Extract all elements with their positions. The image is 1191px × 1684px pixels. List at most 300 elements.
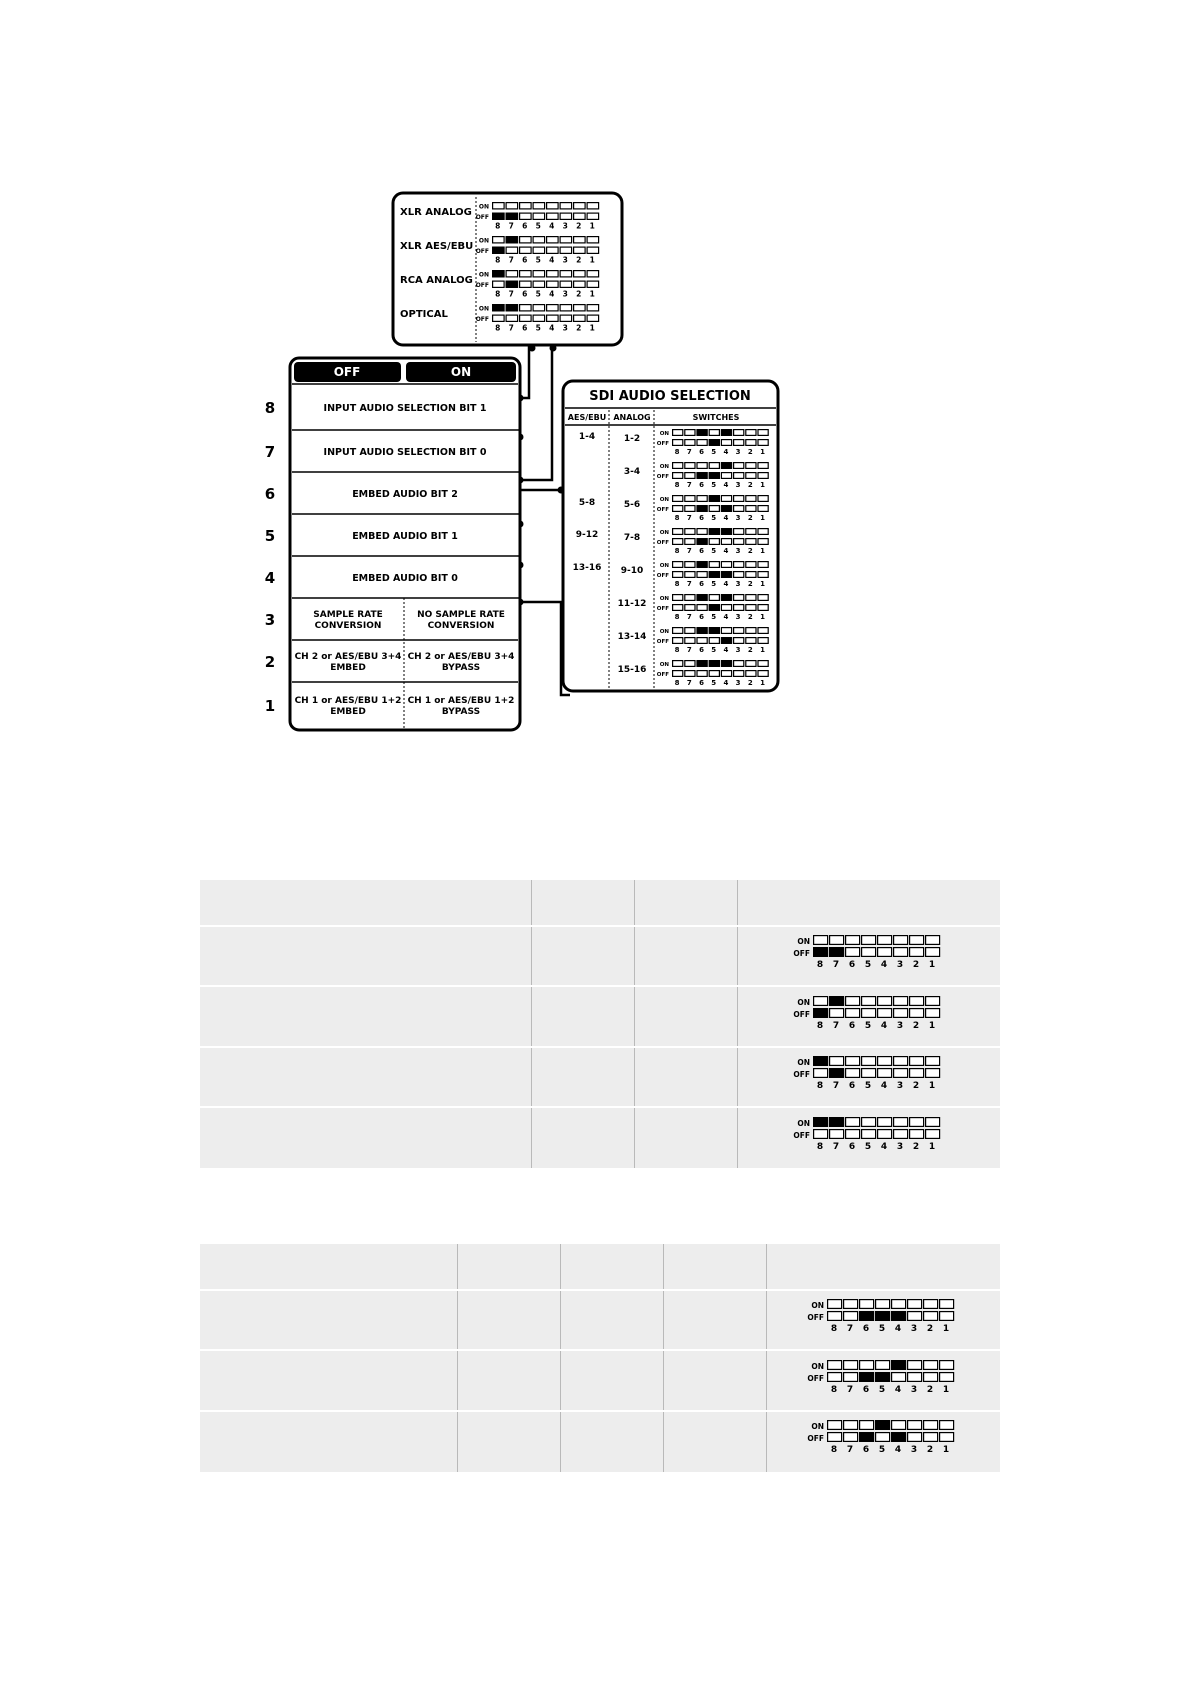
switch-number: 3 (562, 323, 568, 333)
analog-channel-label: 5-6 (623, 500, 641, 510)
off-label: OFF (656, 573, 669, 579)
switch-number: 2 (912, 960, 920, 970)
switch-4-on-cell (721, 562, 731, 568)
switch-5-off-cell (709, 473, 719, 479)
sdi-audio-selection-box (563, 381, 778, 691)
switch-1-on-cell (926, 1117, 940, 1126)
switch-2-on-cell (746, 628, 756, 634)
switch-7-on-cell (844, 1360, 858, 1369)
switch-2-off-cell (746, 539, 756, 545)
switch-number: 8 (495, 323, 501, 333)
switch-number: 4 (549, 323, 555, 333)
switch-number: 8 (674, 514, 680, 522)
switch-2-on-cell (574, 271, 586, 277)
switch-2-off-cell (910, 1129, 924, 1138)
switch-1-off-cell (926, 1129, 940, 1138)
switch-3-on-cell (908, 1421, 922, 1430)
dip-switch (807, 1360, 953, 1394)
switch-number: 3 (735, 514, 741, 522)
switch-2-off-cell (746, 440, 756, 446)
switch-number: 6 (862, 1384, 870, 1395)
header-aes-ebu: AES/EBU (567, 413, 607, 422)
header-analog: ANALOG (613, 413, 651, 422)
switch-2-off-cell (910, 1069, 924, 1078)
switch-number: 1 (589, 289, 595, 299)
switch-6-off-cell (697, 572, 707, 578)
switch-8-off-cell (828, 1312, 842, 1321)
dip-switch (793, 996, 939, 1030)
switch-6-off-cell (846, 1008, 860, 1017)
switch-number-label: 2 (264, 653, 276, 671)
on-option-label: CH 2 or AES/EBU 3+4 BYPASS (407, 652, 515, 673)
switch-8-on-cell (673, 529, 683, 535)
switch-7-on-cell (685, 595, 695, 601)
dip-switch-graphic (789, 1358, 959, 1400)
switch-8-on-cell (814, 1057, 828, 1066)
switch-4-on-cell (721, 661, 731, 667)
switch-number: 1 (589, 323, 595, 333)
switch-number: 4 (723, 448, 729, 456)
switch-number: 5 (864, 1020, 872, 1031)
switch-1-on-cell (758, 529, 768, 535)
switch-8-off-cell (673, 605, 683, 611)
switch-6-off-cell (697, 473, 707, 479)
switch-4-on-cell (892, 1360, 906, 1369)
on-label: ON (659, 662, 669, 668)
switch-6-off-cell (697, 605, 707, 611)
on-label: ON (797, 937, 810, 946)
switch-number-label: 3 (264, 611, 276, 629)
switch-5-off-cell (862, 1069, 876, 1078)
sdi-title: SDI AUDIO SELECTION (589, 389, 751, 404)
on-option-label: CH 1 or AES/EBU 1+2 BYPASS (407, 696, 515, 717)
off-label: OFF (656, 441, 669, 447)
switch-number: 6 (848, 1081, 856, 1091)
switch-number: 3 (910, 1384, 918, 1395)
switch-number: 5 (864, 1141, 872, 1152)
switch-number: 7 (846, 1324, 854, 1334)
switch-5-off-cell (876, 1433, 890, 1442)
switch-2-on-cell (746, 430, 756, 436)
switch-number: 8 (674, 613, 680, 621)
switch-1-off-cell (940, 1312, 954, 1321)
switch-number: 6 (699, 580, 704, 588)
switch-5-on-cell (876, 1300, 890, 1309)
switch-number: 1 (942, 1445, 950, 1455)
switch-2-off-cell (910, 1008, 924, 1017)
switch-2-off-cell (924, 1433, 938, 1442)
switch-number: 2 (747, 481, 753, 489)
switch-8-off-cell (814, 1069, 828, 1078)
switch-number: 1 (760, 580, 765, 588)
switch-3-off-cell (908, 1312, 922, 1321)
switch-2-on-cell (924, 1300, 938, 1309)
switch-number: 1 (942, 1324, 950, 1334)
switch-6-on-cell (520, 237, 532, 243)
switch-6-on-cell (846, 1057, 860, 1066)
switch-6-on-cell (697, 595, 707, 601)
table-sdi-audio (200, 1244, 1000, 1472)
header-switches: SWITCHES (692, 413, 740, 422)
off-label: OFF (656, 606, 669, 612)
switch-1-off-cell (587, 247, 599, 253)
switch-2-off-cell (574, 213, 586, 219)
switch-number: 3 (735, 580, 741, 588)
switch-7-off-cell (844, 1312, 858, 1321)
switch-number: 8 (816, 1141, 824, 1152)
switch-4-on-cell (721, 628, 731, 634)
switch-8-on-cell (814, 996, 828, 1005)
switch-number: 6 (862, 1445, 870, 1455)
switch-4-off-cell (878, 1069, 892, 1078)
switch-number: 5 (535, 255, 541, 265)
switch-8-off-cell (814, 1008, 828, 1017)
switch-number: 1 (928, 1020, 936, 1031)
switch-7-on-cell (685, 529, 695, 535)
switch-7-off-cell (844, 1433, 858, 1442)
switch-number: 7 (832, 1141, 840, 1152)
switch-number: 5 (711, 514, 717, 522)
switch-4-off-cell (547, 213, 559, 219)
switch-number: 3 (562, 221, 568, 231)
switch-7-on-cell (685, 496, 695, 502)
analog-channel-label: 1-2 (623, 434, 641, 444)
on-label: ON (811, 1361, 824, 1371)
off-label: OFF (793, 1009, 810, 1019)
switch-3-off-cell (894, 1008, 908, 1017)
switch-8-on-cell (673, 562, 683, 568)
off-label: OFF (807, 1373, 824, 1383)
switch-7-off-cell (506, 281, 517, 287)
input-source-label: OPTICAL (400, 309, 448, 320)
switch-3-on-cell (560, 237, 572, 243)
switch-1-off-cell (926, 948, 940, 957)
switch-5-on-cell (709, 430, 719, 436)
switch-function-label: INPUT AUDIO SELECTION BIT 0 (323, 447, 487, 458)
switch-4-on-cell (721, 463, 731, 469)
switch-6-on-cell (860, 1360, 874, 1369)
switch-2-on-cell (574, 203, 586, 209)
switch-number: 5 (535, 289, 541, 299)
switch-2-off-cell (746, 605, 756, 611)
switch-4-on-cell (878, 936, 892, 945)
switch-number: 4 (723, 613, 729, 621)
switch-function-label: EMBED AUDIO BIT 1 (352, 531, 458, 542)
switch-number: 7 (686, 514, 692, 522)
switch-number: 7 (686, 481, 692, 489)
switch-1-off-cell (587, 281, 599, 287)
switch-2-off-cell (574, 281, 586, 287)
switch-5-on-cell (709, 628, 719, 634)
switch-number: 8 (674, 448, 680, 456)
switch-number: 3 (910, 1324, 918, 1334)
off-label: OFF (656, 639, 669, 645)
switch-number: 8 (830, 1384, 838, 1395)
switch-5-off-cell (709, 605, 719, 611)
switch-3-on-cell (560, 305, 572, 311)
switch-6-on-cell (860, 1421, 874, 1430)
switch-5-on-cell (533, 305, 545, 311)
switch-8-on-cell (673, 430, 683, 436)
switch-1-on-cell (587, 203, 599, 209)
switch-number: 7 (832, 1081, 840, 1091)
switch-5-off-cell (709, 638, 719, 644)
switch-1-off-cell (758, 539, 768, 545)
dip-switch-graphic (775, 933, 945, 975)
switch-number: 4 (880, 960, 888, 970)
switch-2-off-cell (746, 572, 756, 578)
switch-number: 8 (816, 1081, 824, 1091)
switch-number: 2 (576, 289, 582, 299)
switch-5-off-cell (709, 572, 719, 578)
switch-3-off-cell (560, 247, 572, 253)
switch-number: 1 (928, 960, 936, 970)
switch-number: 2 (926, 1324, 934, 1334)
switch-6-off-cell (520, 213, 532, 219)
switch-3-on-cell (894, 996, 908, 1005)
switch-number: 2 (747, 514, 753, 522)
switch-number: 5 (878, 1324, 886, 1334)
switch-8-off-cell (673, 671, 683, 677)
switch-number: 4 (549, 255, 555, 265)
off-label: OFF (656, 540, 669, 546)
switch-1-on-cell (940, 1360, 954, 1369)
switch-number: 2 (747, 679, 753, 687)
switch-3-on-cell (734, 430, 744, 436)
switch-number: 1 (760, 646, 765, 654)
switch-4-on-cell (878, 1117, 892, 1126)
switch-number: 2 (912, 1020, 920, 1031)
switch-6-off-cell (697, 506, 707, 512)
switch-1-on-cell (587, 305, 599, 311)
switch-6-on-cell (697, 628, 707, 634)
switch-3-off-cell (908, 1433, 922, 1442)
switch-2-off-cell (574, 247, 586, 253)
switch-6-off-cell (520, 315, 532, 321)
switch-number: 1 (760, 514, 765, 522)
switch-number: 1 (760, 448, 765, 456)
switch-number: 4 (723, 547, 729, 555)
switch-8-off-cell (673, 440, 683, 446)
switch-number: 1 (928, 1081, 936, 1091)
switch-4-on-cell (721, 496, 731, 502)
switch-number: 8 (495, 255, 501, 265)
switch-8-off-cell (814, 948, 828, 957)
off-label: OFF (793, 1070, 810, 1079)
switch-number: 2 (926, 1445, 934, 1455)
switch-number: 4 (723, 580, 729, 588)
on-label: ON (659, 497, 669, 503)
switch-2-on-cell (746, 496, 756, 502)
switch-number: 8 (830, 1324, 838, 1334)
dip-switch-graphic (775, 994, 945, 1036)
switch-number: 3 (896, 1081, 904, 1091)
switch-6-on-cell (860, 1300, 874, 1309)
switch-number: 3 (896, 1020, 904, 1031)
dip-switch (807, 1421, 953, 1455)
switch-3-off-cell (560, 281, 572, 287)
switch-7-off-cell (830, 1069, 844, 1078)
switch-5-off-cell (709, 440, 719, 446)
switch-number: 5 (711, 448, 717, 456)
switch-1-on-cell (940, 1421, 954, 1430)
switch-function-label: EMBED AUDIO BIT 0 (352, 573, 458, 584)
switch-6-off-cell (697, 638, 707, 644)
switch-6-on-cell (520, 203, 532, 209)
switch-number: 7 (832, 1020, 840, 1031)
switch-6-off-cell (520, 281, 532, 287)
switch-number: 1 (942, 1384, 950, 1395)
switch-8-on-cell (673, 496, 683, 502)
switch-5-off-cell (533, 213, 545, 219)
switch-7-off-cell (830, 1129, 844, 1138)
switch-2-on-cell (924, 1421, 938, 1430)
analog-channel-label: 7-8 (623, 533, 641, 543)
switch-number: 5 (711, 580, 717, 588)
aes-ebu-label: 13-16 (572, 563, 602, 573)
switch-1-off-cell (940, 1433, 954, 1442)
switch-function-label: EMBED AUDIO BIT 2 (352, 489, 458, 500)
switch-3-off-cell (734, 671, 744, 677)
switch-number: 3 (896, 1141, 904, 1152)
switch-number: 6 (522, 289, 528, 299)
switch-6-on-cell (846, 996, 860, 1005)
switch-5-off-cell (876, 1312, 890, 1321)
switch-8-off-cell (828, 1433, 842, 1442)
switch-4-off-cell (547, 281, 559, 287)
switch-7-off-cell (685, 605, 695, 611)
switch-4-off-cell (721, 440, 731, 446)
aes-ebu-label: 5-8 (578, 498, 596, 508)
switch-2-on-cell (746, 661, 756, 667)
switch-7-on-cell (685, 562, 695, 568)
switch-number: 6 (522, 255, 528, 265)
switch-2-on-cell (924, 1360, 938, 1369)
switch-3-off-cell (734, 638, 744, 644)
switch-1-on-cell (758, 661, 768, 667)
switch-number: 6 (699, 448, 704, 456)
switch-6-on-cell (520, 271, 532, 277)
switch-6-off-cell (846, 1129, 860, 1138)
off-label: OFF (807, 1434, 824, 1443)
switch-8-off-cell (828, 1372, 842, 1381)
switch-number: 2 (747, 547, 753, 555)
switch-number: 2 (912, 1081, 920, 1091)
switch-5-on-cell (709, 595, 719, 601)
off-option-label: SAMPLE RATE CONVERSION (313, 610, 383, 631)
switch-5-off-cell (862, 1008, 876, 1017)
switch-4-on-cell (878, 996, 892, 1005)
switch-number: 1 (928, 1141, 936, 1152)
aes-ebu-label: 9-12 (575, 530, 599, 540)
switch-6-off-cell (697, 440, 707, 446)
on-label: ON (659, 530, 669, 536)
switch-1-off-cell (758, 506, 768, 512)
switch-number: 8 (816, 960, 824, 970)
switch-number: 2 (912, 1141, 920, 1152)
switch-1-on-cell (926, 1057, 940, 1066)
switch-5-on-cell (533, 237, 545, 243)
switch-4-on-cell (892, 1300, 906, 1309)
switch-number: 4 (894, 1324, 902, 1334)
switch-6-off-cell (697, 539, 707, 545)
switch-2-on-cell (910, 936, 924, 945)
switch-4-off-cell (721, 638, 731, 644)
switch-8-on-cell (673, 628, 683, 634)
switch-3-on-cell (734, 628, 744, 634)
switch-5-off-cell (533, 247, 545, 253)
switch-4-off-cell (721, 506, 731, 512)
switch-number: 4 (723, 481, 729, 489)
switch-7-on-cell (830, 936, 844, 945)
switch-7-on-cell (685, 628, 695, 634)
switch-2-off-cell (746, 506, 756, 512)
switch-number: 7 (686, 646, 692, 654)
switch-number: 7 (508, 221, 514, 231)
switch-4-off-cell (721, 539, 731, 545)
switch-7-off-cell (685, 506, 695, 512)
switch-number: 1 (760, 481, 765, 489)
switch-6-off-cell (846, 948, 860, 957)
switch-7-on-cell (844, 1300, 858, 1309)
on-label: ON (659, 629, 669, 635)
on-label: ON (811, 1422, 824, 1431)
switch-1-off-cell (926, 1008, 940, 1017)
dip-switch (793, 1117, 939, 1151)
dip-switch (807, 1300, 953, 1334)
switch-number: 2 (747, 448, 753, 456)
switch-number: 3 (735, 646, 741, 654)
switch-7-off-cell (844, 1372, 858, 1381)
switch-7-off-cell (830, 948, 844, 957)
switch-number-label: 7 (264, 443, 276, 461)
switch-3-on-cell (734, 529, 744, 535)
switch-number: 2 (747, 580, 753, 588)
switch-number: 7 (508, 289, 514, 299)
switch-number: 3 (735, 481, 741, 489)
switch-number: 8 (674, 580, 680, 588)
analog-channel-label: 13-14 (617, 632, 647, 642)
switch-number: 8 (495, 221, 501, 231)
switch-1-on-cell (758, 496, 768, 502)
switch-8-on-cell (493, 203, 505, 209)
analog-channel-label: 15-16 (617, 665, 647, 675)
switch-1-on-cell (926, 996, 940, 1005)
switch-2-off-cell (746, 473, 756, 479)
switch-3-off-cell (734, 440, 744, 446)
switch-3-on-cell (894, 1057, 908, 1066)
switch-5-on-cell (533, 203, 545, 209)
switch-2-off-cell (574, 315, 586, 321)
switch-7-off-cell (506, 213, 517, 219)
switch-1-off-cell (758, 572, 768, 578)
switch-number: 7 (508, 323, 514, 333)
switch-6-on-cell (846, 1117, 860, 1126)
switch-7-off-cell (685, 440, 695, 446)
switch-3-off-cell (560, 213, 572, 219)
switch-1-on-cell (758, 628, 768, 634)
off-label: OFF (793, 1130, 810, 1140)
switch-8-on-cell (828, 1300, 842, 1309)
switch-number: 4 (723, 646, 729, 654)
switch-4-on-cell (892, 1421, 906, 1430)
switch-2-on-cell (746, 463, 756, 469)
switch-number-label: 6 (264, 485, 276, 503)
switch-number: 4 (549, 221, 555, 231)
on-label: ON (797, 997, 810, 1007)
input-selection-box (393, 193, 622, 345)
switch-5-on-cell (862, 1117, 876, 1126)
